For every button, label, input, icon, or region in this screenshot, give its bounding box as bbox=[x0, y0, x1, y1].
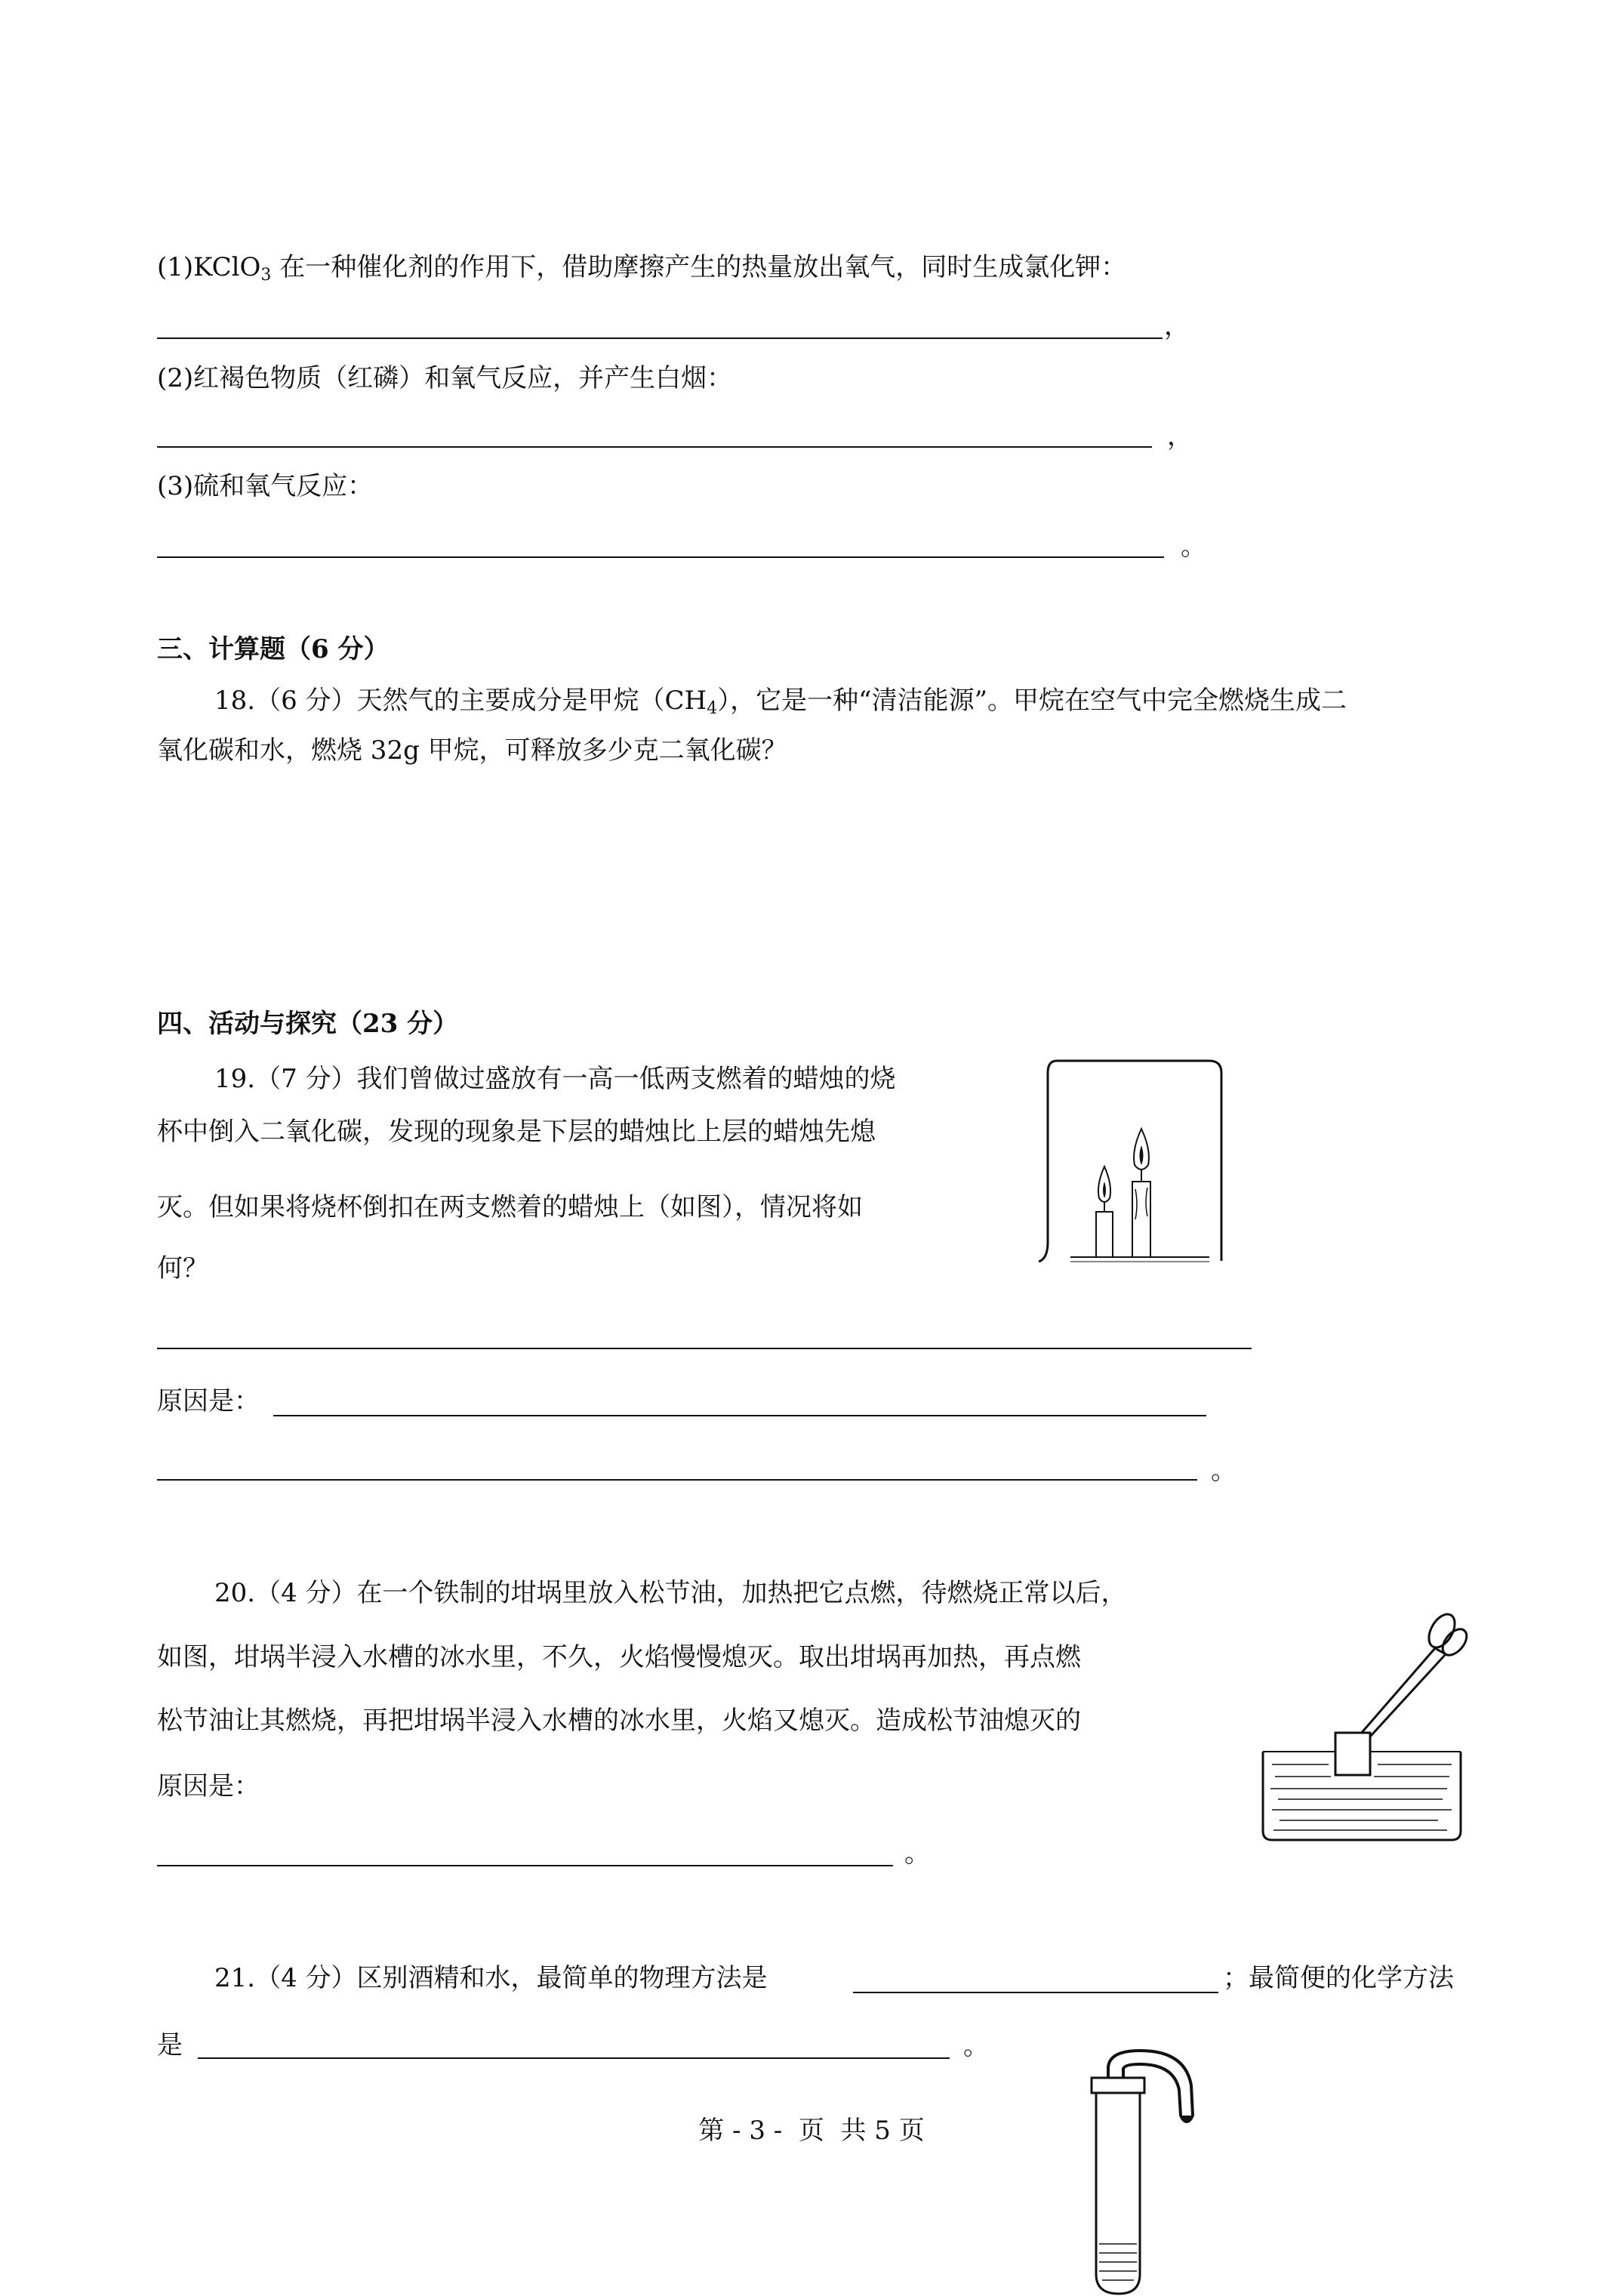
q18-subscript: 4 bbox=[707, 699, 718, 718]
q19-line2: 杯中倒入二氧化碳，发现的现象是下层的蜡烛比上层的蜡烛先熄 bbox=[157, 1117, 876, 1147]
q20-line4: 原因是： bbox=[157, 1771, 260, 1801]
q17-answer-line-3[interactable] bbox=[157, 556, 1164, 558]
q20-answer-line[interactable] bbox=[157, 1865, 893, 1866]
q17-end-punct-1: ， bbox=[1164, 311, 1190, 341]
section3-title: 三、计算题（6 分） bbox=[157, 634, 390, 664]
section4-title: 四、活动与探究（23 分） bbox=[157, 1009, 459, 1039]
q19-line4: 何？ bbox=[157, 1253, 208, 1284]
q20-end-punct: 。 bbox=[904, 1838, 930, 1869]
q17-part1-subscript: 3 bbox=[260, 266, 272, 285]
q17-answer-line-1[interactable] bbox=[157, 337, 1163, 339]
q21-answer-line-1[interactable] bbox=[853, 1992, 1218, 1993]
test-tube-figure bbox=[1072, 2048, 1208, 2296]
q21-line2-start: 是 bbox=[157, 2030, 183, 2060]
page-footer: 第 - 3 - 页 共 5 页 bbox=[698, 2116, 925, 2146]
q18-line2: 氧化碳和水，燃烧 32g 甲烷，可释放多少克二氧化碳？ bbox=[157, 735, 787, 766]
q17-part2: (2)红褐色物质（红磷）和氧气反应，并产生白烟： bbox=[157, 363, 733, 393]
q17-end-punct-3: 。 bbox=[1181, 532, 1206, 562]
q17-part3: (3)硫和氧气反应： bbox=[157, 471, 374, 501]
q18-line1-b: ），它是一种“清洁能源”。甲烷在空气中完全燃烧生成二 bbox=[717, 686, 1347, 716]
q20-line2: 如图，坩埚半浸入水槽的冰水里，不久，火焰慢慢熄灭。取出坩埚再加热，再点燃 bbox=[157, 1642, 1081, 1672]
q19-reason-label: 原因是： bbox=[157, 1386, 260, 1416]
inverted-beaker-candles-figure bbox=[1034, 1053, 1238, 1272]
q19-answer-line-2[interactable] bbox=[273, 1415, 1206, 1416]
q19-answer-line-1[interactable] bbox=[157, 1348, 1252, 1349]
q18-line1 bbox=[214, 684, 1347, 717]
q20-line3: 松节油让其燃烧，再把坩埚半浸入水槽的冰水里，火焰又熄灭。造成松节油熄灭的 bbox=[157, 1706, 1081, 1736]
q17-part1 bbox=[157, 251, 1126, 284]
q21-line1-start: 21.（4 分）区别酒精和水，最简单的物理方法是 bbox=[214, 1963, 768, 1993]
q17-end-punct-2: ， bbox=[1167, 421, 1193, 451]
q21-answer-line-2[interactable] bbox=[198, 2057, 950, 2059]
q21-line1-end: ；最简便的化学方法 bbox=[1223, 1963, 1454, 1993]
q20-line1: 20.（4 分）在一个铁制的坩埚里放入松节油，加热把它点燃，待燃烧正常以后， bbox=[214, 1578, 1127, 1608]
q17-answer-line-2[interactable] bbox=[157, 446, 1152, 448]
q19-end-punct: 。 bbox=[1211, 1456, 1236, 1486]
q17-part1-rest: 在一种催化剂的作用下，借助摩擦产生的热量放出氧气，同时生成氯化钾： bbox=[271, 252, 1127, 282]
crucible-in-ice-water-figure bbox=[1257, 1604, 1476, 1846]
q19-answer-line-3[interactable] bbox=[157, 1479, 1197, 1481]
q21-end-punct: 。 bbox=[963, 2031, 989, 2061]
q19-line1: 19.（7 分）我们曾做过盛放有一高一低两支燃着的蜡烛的烧 bbox=[214, 1064, 896, 1094]
q17-part1-prefix: (1)KClO bbox=[157, 252, 261, 282]
q18-line1-a: 18.（6 分）天然气的主要成分是甲烷（CH bbox=[214, 686, 707, 716]
q19-line3: 灭。但如果将烧杯倒扣在两支燃着的蜡烛上（如图），情况将如 bbox=[157, 1192, 863, 1222]
